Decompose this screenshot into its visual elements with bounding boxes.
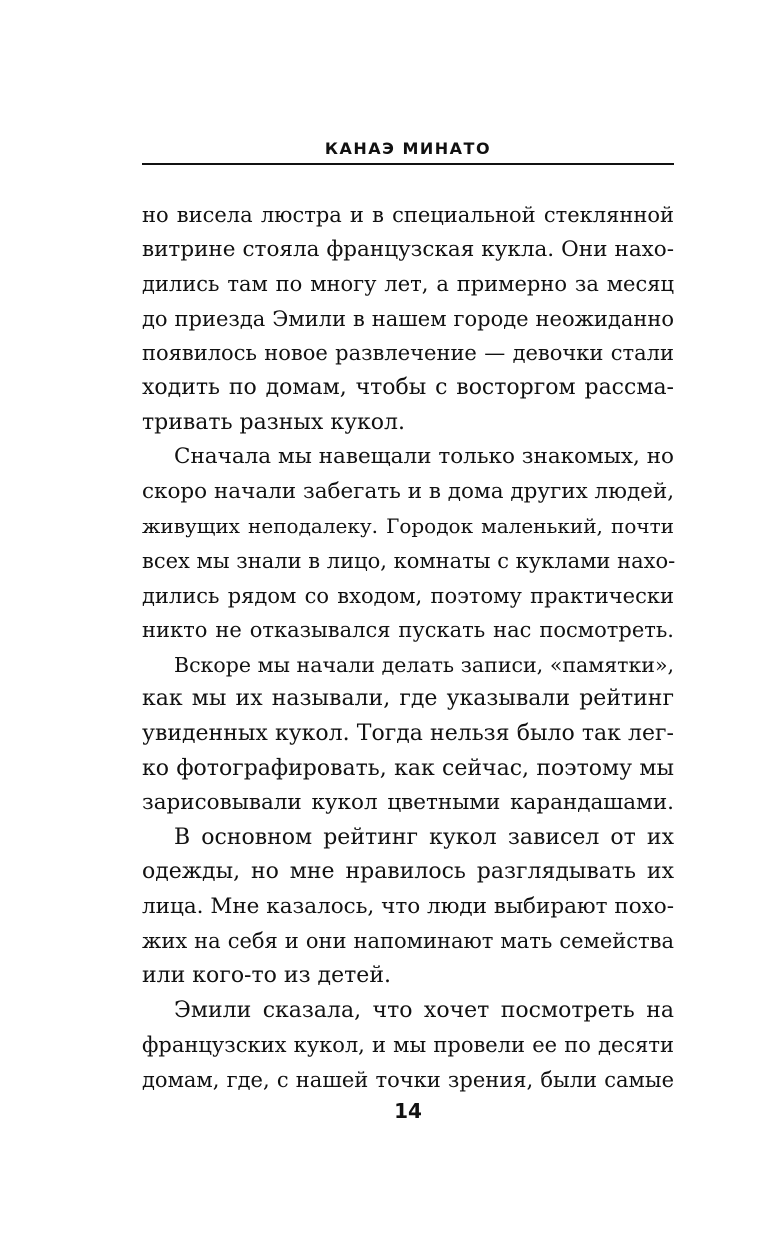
text-line: витрине стояла французская кукла. Они нахо-: [142, 236, 674, 262]
text-line: до приезда Эмили в нашем городе неожиданно: [142, 306, 674, 331]
text-line: никто не отказывался пускать нас посмотреть.: [142, 618, 674, 643]
paragraph: [142, 440, 674, 648]
text-line: зарисовывали кукол цветными карандашами.: [142, 790, 674, 816]
page-number: 14: [394, 1099, 422, 1123]
text-line: но висела люстра и в специальной стеклянной: [142, 203, 674, 227]
text-line: скоро начали забегать и в дома других людей,: [142, 478, 675, 504]
text-line: лица. Мне казалось, что люди выбирают похо-: [142, 893, 674, 919]
text-line: тривать разных кукол.: [142, 409, 405, 435]
paragraph: [142, 821, 674, 994]
running-head-title: КАНАЭ МИНАТО: [324, 139, 492, 158]
text-line: живущих неподалеку. Городок маленький, почти: [142, 514, 674, 539]
text-line: появилось новое развлечение — девочки стали: [142, 341, 674, 366]
text-line: Вскоре мы начали делать записи, «памятки»,: [174, 652, 674, 677]
text-line: всех мы знали в лицо, комнаты с куклами нахо-: [142, 548, 676, 573]
text-line: одежды, но мне нравилось разглядывать их: [142, 859, 674, 885]
text-line: домам, где, с нашей точки зрения, были самые: [142, 1067, 674, 1092]
paragraph: [142, 198, 674, 440]
body-text: [142, 198, 674, 1097]
text-line: дились там по многу лет, а примерно за месяц: [142, 272, 674, 297]
text-line: В основном рейтинг кукол зависел от их: [174, 824, 674, 850]
paragraph: [142, 994, 674, 1098]
text-line: жих на себя и они напоминают мать семейства: [142, 929, 674, 954]
text-line: дились рядом со входом, поэтому практически: [142, 583, 674, 608]
paragraph: [142, 648, 674, 821]
text-line: Эмили сказала, что хочет посмотреть на: [174, 997, 674, 1023]
text-line: увиденных кукол. Тогда нельзя было так лег-: [142, 720, 674, 746]
text-line: ходить по домам, чтобы с восторгом рассма-: [142, 374, 674, 400]
header-rule: [142, 163, 674, 165]
text-line: как мы их называли, где указывали рейтинг: [142, 686, 674, 712]
text-line: французских кукол, и мы провели ее по десяти: [142, 1033, 674, 1058]
text-line: или кого-то из детей.: [142, 963, 391, 989]
text-line: ко фотографировать, как сейчас, поэтому мы: [142, 755, 674, 781]
text-line: Сначала мы навещали только знакомых, но: [174, 444, 674, 470]
